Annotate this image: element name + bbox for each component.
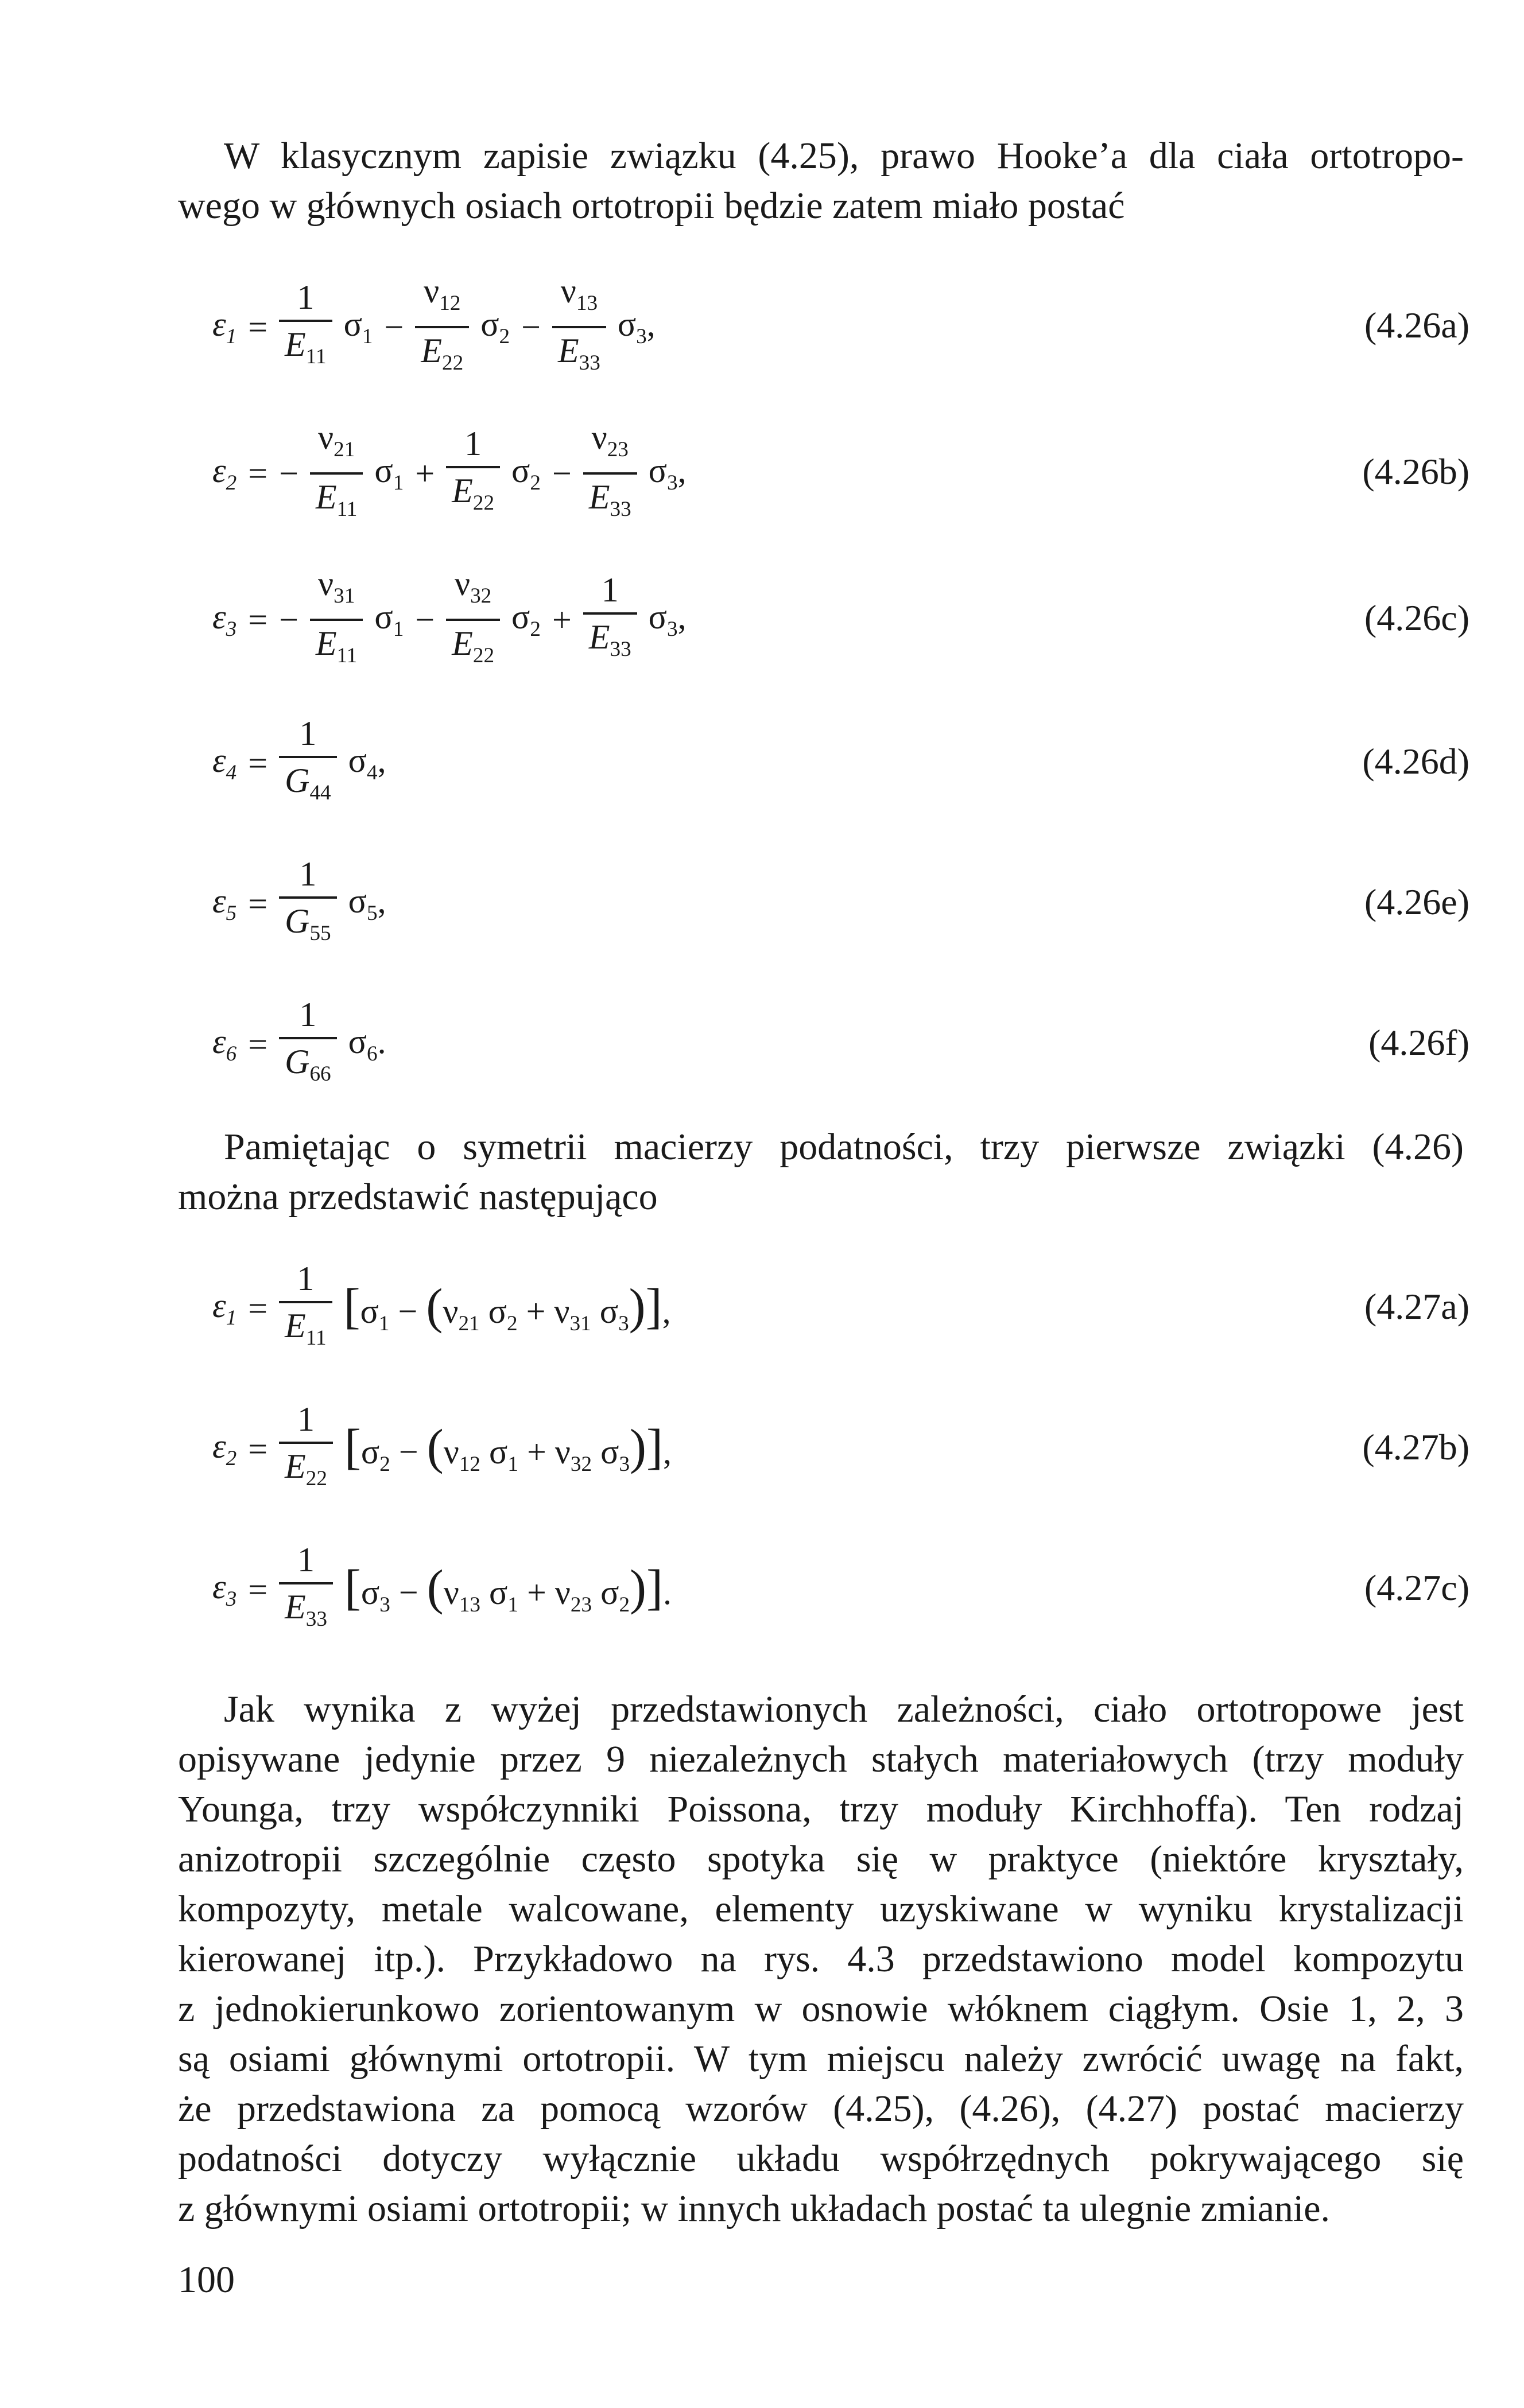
equation-4-27b (207, 1392, 1469, 1541)
middle-paragraph (178, 1122, 1464, 1222)
equation-number: (4.27b) (1362, 1427, 1469, 1467)
closing-line: z jednokierunkowo zorientowanym w osnowie włóknem ciągłym. Osie 1, 2, 3 (178, 1988, 1464, 2030)
equation-number: (4.26f) (1368, 1022, 1469, 1063)
equation-number: (4.26d) (1362, 741, 1469, 782)
equation-4-26e (207, 846, 1469, 996)
intro-paragraph (178, 131, 1464, 231)
equation-4-26d (207, 706, 1469, 855)
equation-number: (4.27a) (1364, 1286, 1469, 1327)
equation-number: (4.27c) (1364, 1567, 1469, 1608)
equation-4-26f (207, 987, 1469, 1136)
equation-body: $\varepsilon_6$ = $\frac{1}{G_{66}}$ $\sigma_6$. (207, 987, 1469, 1102)
equation-number: (4.26b) (1362, 451, 1469, 492)
equation-body: $\varepsilon_1$ = $\frac{1}{E_{11}}$ [$\sigma_1 - (\nu_{21}$ $\sigma_2 + \nu_{31}$ $\sigma_3$)], (207, 1251, 1469, 1366)
page-number: 100 (178, 2259, 235, 2301)
equation-4-26c (207, 562, 1469, 712)
middle-line-2: można przedstawić następująco (178, 1176, 658, 1218)
equation-number: (4.26e) (1364, 881, 1469, 922)
equation-4-27a (207, 1251, 1469, 1400)
equation-4-26b (207, 416, 1469, 565)
equation-body: $\varepsilon_4$ = $\frac{1}{G_{44}}$ $\sigma_4$, (207, 706, 1469, 821)
equation-body: $\varepsilon_2$ = − $\frac{\nu_{21}}{E_{11}}$ $\sigma_1$ + $\frac{1}{E_{22}}$ $\sigma_2$ − $\frac{\nu_{23}}{E_{33}}$ $\sigma_3$, (207, 416, 1469, 531)
closing-line: kompozyty, metale walcowane, elementy uzyskiwane w wyniku krystalizacji (178, 1888, 1464, 1930)
equation-body: $\varepsilon_5$ = $\frac{1}{G_{55}}$ $\sigma_5$, (207, 846, 1469, 961)
equation-body: $\varepsilon_1$ = $\frac{1}{E_{11}}$ $\sigma_1$ − $\frac{\nu_{12}}{E_{22}}$ $\sigma_2$ − $\frac{\nu_{13}}{E_{33}}$ $\sigma_3$, (207, 270, 1469, 384)
equation-4-27c (207, 1532, 1469, 1681)
closing-line: są osiami głównymi ortotropii. W tym miejscu należy zwrócić uwagę na fakt, (178, 2038, 1464, 2080)
equation-4-26a (207, 270, 1469, 419)
closing-line: kierowanej itp.). Przykładowo na rys. 4.3 przedstawiono model kompozytu (178, 1938, 1464, 1980)
equation-number: (4.26c) (1364, 597, 1469, 638)
closing-line: z głównymi osiami ortotropii; w innych układach postać ta ulegnie zmianie. (178, 2188, 1331, 2230)
equation-number: (4.26a) (1364, 305, 1469, 345)
closing-line: Younga, trzy współczynniki Poissona, trzy moduły Kirchhoffa). Ten rodzaj (178, 1788, 1464, 1830)
middle-line-1: Pamiętając o symetrii macierzy podatności, trzy pierwsze związki (4.26) (224, 1126, 1464, 1168)
closing-paragraph (178, 1684, 1464, 2234)
closing-line: Jak wynika z wyżej przedstawionych zależności, ciało ortotropowe jest (224, 1688, 1464, 1730)
intro-line-2: wego w głównych osiach ortotropii będzie zatem miało postać (178, 185, 1125, 227)
intro-line-1: W klasycznym zapisie związku (4.25), prawo Hooke’a dla ciała ortotropo- (224, 135, 1464, 177)
closing-line: anizotropii szczególnie często spotyka się w praktyce (niektóre kryształy, (178, 1838, 1464, 1880)
equation-body: $\varepsilon_3$ = $\frac{1}{E_{33}}$ [$\sigma_3 - (\nu_{13}$ $\sigma_1 + \nu_{23}$ $\sigma_2$)]. (207, 1532, 1469, 1647)
closing-line: opisywane jedynie przez 9 niezależnych stałych materiałowych (trzy moduły (178, 1738, 1464, 1780)
closing-line: podatności dotyczy wyłącznie układu współrzędnych pokrywającego się (178, 2138, 1464, 2180)
equation-body: $\varepsilon_2$ = $\frac{1}{E_{22}}$ [$\sigma_2 - (\nu_{12}$ $\sigma_1 + \nu_{32}$ $\sigma_3$)], (207, 1392, 1469, 1506)
closing-line: że przedstawiona za pomocą wzorów (4.25), (4.26), (4.27) postać macierzy (178, 2088, 1464, 2130)
equation-body: $\varepsilon_3$ = − $\frac{\nu_{31}}{E_{11}}$ $\sigma_1$ − $\frac{\nu_{32}}{E_{22}}$ $\sigma_2$ + $\frac{1}{E_{33}}$ $\sigma_3$, (207, 562, 1469, 677)
